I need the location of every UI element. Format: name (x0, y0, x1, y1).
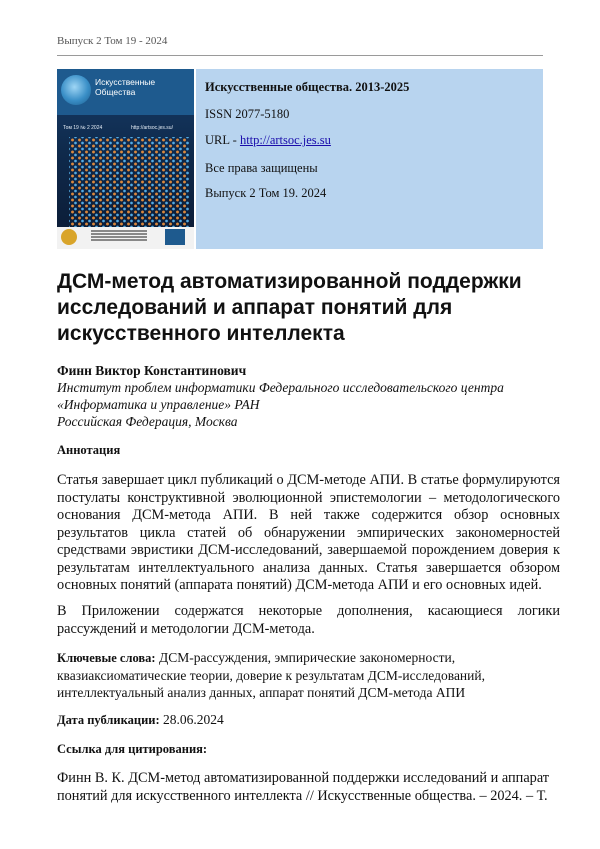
keywords-label: Ключевые слова: (57, 651, 156, 665)
date-label: Дата публикации: (57, 713, 160, 727)
issn: ISSN 2077-5180 (205, 107, 290, 121)
keywords (57, 649, 547, 701)
rights-notice: Все права защищены (205, 161, 318, 175)
citation-heading: Ссылка для цитирования: (57, 742, 208, 756)
journal-name-years: Искусственные общества. 2013-2025 (205, 80, 410, 94)
keywords-text: ДСМ-рассуждения, эмпирические закономерности, квазиаксиоматические теории, доверие к результатам ДСМ-исследований, интеллектуальный анализ данных, аппарат понятий ДСМ-метода АПИ (57, 650, 485, 700)
journal-info-box (196, 69, 543, 249)
cover-dot-pattern (69, 137, 189, 227)
date-value: 28.06.2024 (159, 712, 224, 727)
cover-url: http://artsoc.jes.su/ (131, 125, 173, 131)
article-title: ДСМ-метод автоматизированной поддержки исследований и аппарат понятий для искусственного интеллекта (57, 270, 522, 345)
abstract-paragraph-2: В Приложении содержатся некоторые дополнения, касающиеся логики рассуждений и методологии ДСМ-метода. (57, 603, 560, 637)
publisher-logo-icon (165, 229, 185, 245)
running-head: Выпуск 2 Том 19 - 2024 (57, 35, 168, 47)
abstract-heading: Аннотация (57, 443, 121, 457)
abstract-paragraph-1: Статья завершает цикл публикаций о ДСМ-методе АПИ. В статье формулируются постулаты конструктивной эволюционной эпистемологии – методологического основания ДСМ-метода АПИ. В ней также содержится обзор основных результатов цикла статей об обнаружении эмпирических закономерностей средствами эвристики ДСМ-исследований, завершаемой порождением доверия к результатам интеллектуального анализа данных. Статья завершается обзором основных понятий (аппарата понятий) ДСМ-метода АПИ и его основных идей. (57, 472, 560, 593)
cover-footer-text (91, 230, 147, 232)
author-name: Финн Виктор Константинович (57, 363, 247, 378)
header-rule (57, 55, 543, 56)
cover-emblem-icon (61, 229, 77, 245)
url-prefix: URL - (205, 133, 240, 147)
journal-cover-image (57, 69, 194, 249)
affiliation-line-2: «Информатика и управление» РАН (57, 397, 260, 412)
issue-line: Выпуск 2 Том 19. 2024 (205, 186, 327, 200)
cover-volume: Том 19 № 2 2024 (63, 125, 103, 131)
brain-logo-icon (61, 75, 91, 105)
affiliation-line-1: Институт проблем информатики Федерального исследовательского центра (57, 380, 504, 395)
publication-date (57, 712, 224, 728)
citation-text: Финн В. К. ДСМ-метод автоматизированной поддержки исследований и аппарат понятий для искусственного интеллекта // Искусственные общества. – 2024. – Т. (57, 770, 550, 804)
cover-journal-name-line2: Общества (95, 87, 136, 97)
affiliation-line-3: Российская Федерация, Москва (57, 414, 238, 429)
journal-url-link[interactable]: http://artsoc.jes.su (239, 133, 331, 147)
cover-journal-name-line1: Искусственные (95, 77, 156, 87)
cover-journal-name (95, 77, 155, 97)
url-line (205, 133, 331, 148)
